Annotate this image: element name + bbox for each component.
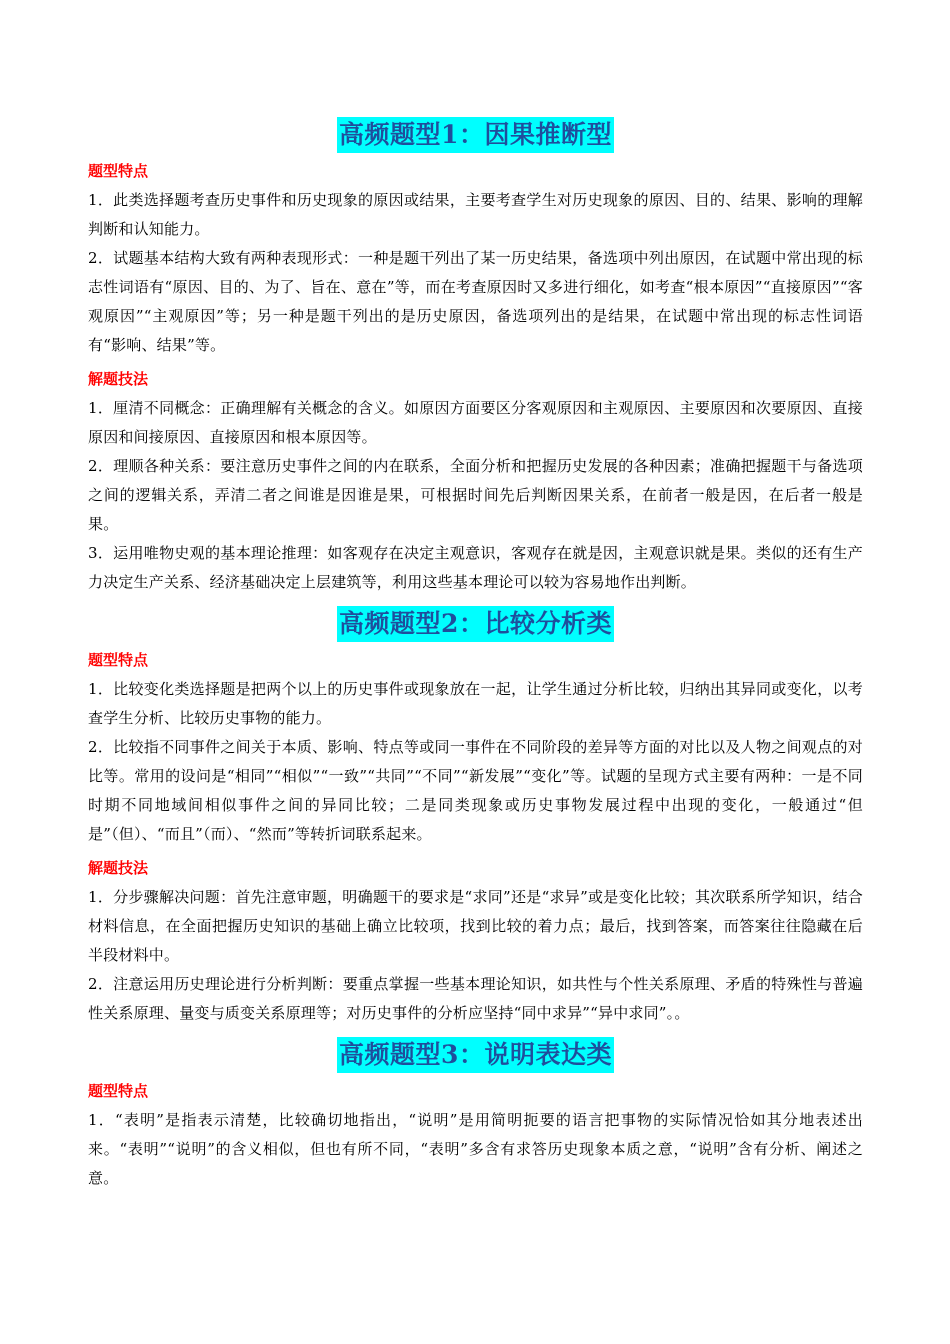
section-causal-inference	[88, 112, 863, 597]
features-heading: 题型特点	[88, 162, 149, 180]
section-title-text: 高频题型2：比较分析类	[337, 606, 614, 642]
method-paragraph: 1．厘清不同概念：正确理解有关概念的含义。如原因方面要区分客观原因和主观原因、主要原因和次要原因、直接原因和间接原因、直接原因和根本原因等。	[88, 399, 863, 446]
document-page	[88, 112, 863, 1193]
section-title-text: 高频题型3：说明表达类	[337, 1037, 614, 1073]
feature-paragraph: 1．此类选择题考查历史事件和历史现象的原因或结果，主要考查学生对历史现象的原因、目的、结果、影响的理解判断和认知能力。	[88, 191, 863, 238]
section-title	[88, 1032, 863, 1072]
section-title	[88, 601, 863, 641]
section-explanation-expression	[88, 1032, 863, 1193]
method-paragraph: 2．理顺各种关系：要注意历史事件之间的内在联系，全面分析和把握历史发展的各种因素；准确把握题干与备选项之间的逻辑关系，弄清二者之间谁是因谁是果，可根据时间先后判断因果关系，在前者一般是因，在后者一般是果。	[88, 457, 863, 533]
method-paragraph: 1．分步骤解决问题：首先注意审题，明确题干的要求是“求同”还是“求异”或是变化比较；其次联系所学知识，结合材料信息，在全面把握历史知识的基础上确立比较项，找到比较的着力点；最后，找到答案，而答案往往隐藏在后半段材料中。	[88, 888, 863, 964]
feature-paragraph: 1．比较变化类选择题是把两个以上的历史事件或现象放在一起，让学生通过分析比较，归纳出其异同或变化，以考查学生分析、比较历史事物的能力。	[88, 680, 863, 727]
feature-paragraph: 1．“表明”是指表示清楚，比较确切地指出，“说明”是用简明扼要的语言把事物的实际情况恰如其分地表述出来。“表明”“说明”的含义相似，但也有所不同，“表明”多含有求答历史现象本质之意，“说明”含有分析、阐述之意。	[88, 1111, 863, 1187]
method-paragraph: 3．运用唯物史观的基本理论推理：如客观存在决定主观意识，客观存在就是因，主观意识就是果。类似的还有生产力决定生产关系、经济基础决定上层建筑等，利用这些基本理论可以较为容易地作出判断。	[88, 544, 863, 591]
feature-paragraph: 2．比较指不同事件之间关于本质、影响、特点等或同一事件在不同阶段的差异等方面的对比以及人物之间观点的对比等。常用的设问是“相同”“相似”“一致”“共同”“不同”“新发展”“变化”等。试题的呈现方式主要有两种：一是不同时期不同地域间相似事件之间的异同比较；二是同类现象或历史事物发展过程中出现的变化，一般通过“但是”（但）、“而且”（而）、“然而”等转折词联系起来。	[88, 738, 863, 843]
section-title-text: 高频题型1：因果推断型	[337, 117, 614, 153]
section-comparative-analysis	[88, 601, 863, 1028]
section-title	[88, 112, 863, 152]
features-heading: 题型特点	[88, 1082, 149, 1100]
feature-paragraph: 2．试题基本结构大致有两种表现形式：一种是题干列出了某一历史结果，备选项中列出原因，在试题中常出现的标志性词语有“原因、目的、为了、旨在、意在”等，而在考查原因时又多进行细化，如考查“根本原因”“直接原因”“客观原因”“主观原因”等；另一种是题干列出的是历史原因，备选项列出的是结果，在试题中常出现的标志性词语有“影响、结果”等。	[88, 249, 863, 354]
methods-heading: 解题技法	[88, 370, 149, 388]
features-heading: 题型特点	[88, 651, 149, 669]
methods-heading: 解题技法	[88, 859, 149, 877]
method-paragraph: 2．注意运用历史理论进行分析判断：要重点掌握一些基本理论知识，如共性与个性关系原理、矛盾的特殊性与普遍性关系原理、量变与质变关系原理等；对历史事件的分析应坚持“同中求异”“异中求同”。。	[88, 975, 863, 1022]
